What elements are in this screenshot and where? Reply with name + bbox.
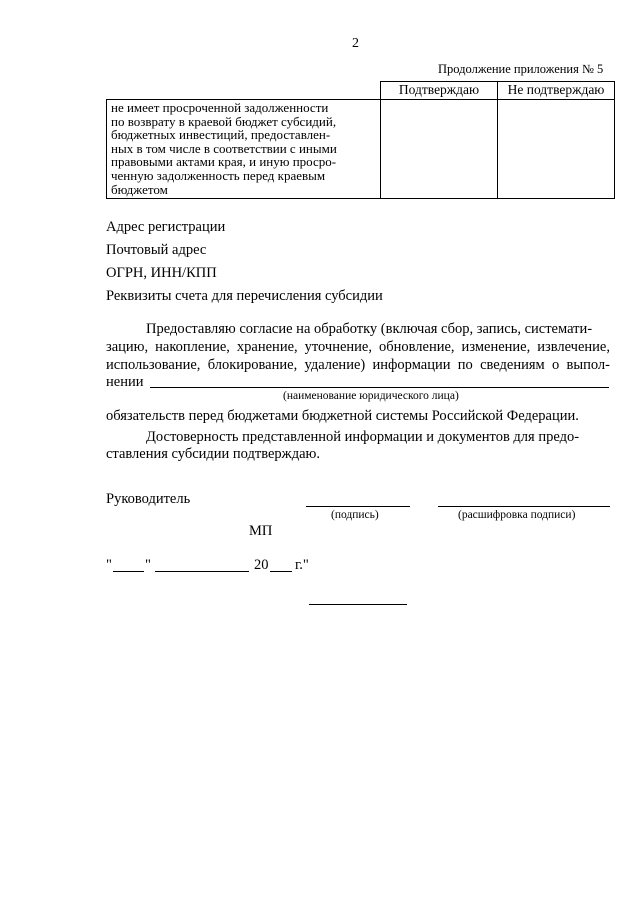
date-suffix: г." bbox=[295, 557, 309, 573]
end-divider bbox=[309, 604, 407, 605]
consent-continuation: обязательств перед бюджетами бюджетной системы Российской Федерации. bbox=[106, 408, 579, 424]
confirm-cell[interactable] bbox=[381, 100, 498, 199]
empty-header-cell bbox=[107, 82, 381, 100]
header-confirm: Подтверждаю bbox=[381, 82, 498, 100]
signature-field[interactable] bbox=[306, 506, 410, 507]
date-month-field[interactable] bbox=[155, 571, 249, 572]
ogrn-inn-kpp-label: ОГРН, ИНН/КПП bbox=[106, 265, 217, 281]
consent-line-1: Предоставляю согласие на обработку (включая сбор, запись, системати- bbox=[146, 321, 593, 337]
bank-details-label: Реквизиты счета для перечисления субсидии bbox=[106, 288, 383, 304]
stamp-label: МП bbox=[249, 523, 273, 539]
table-row bbox=[107, 100, 615, 199]
transcript-caption: (расшифровка подписи) bbox=[458, 509, 576, 521]
consent-line-3: использование, блокирование, удаление) информации по сведениям о выпол- bbox=[106, 357, 610, 373]
signature-transcript-field[interactable] bbox=[438, 506, 610, 507]
date-open-quote: " bbox=[106, 557, 112, 573]
condition-cell: не имеет просроченной задолженности по возврату в краевой бюджет субсидий, бюджетных инвестиций, предоставлен- ных в том числе в соответствии с иными правовыми актами края, и иную просро- ченную задолженность перед краевым бюджетом bbox=[107, 100, 381, 199]
registration-address-label: Адрес регистрации bbox=[106, 219, 226, 235]
reliability-line-1: Достоверность представленной информации и документов для предо- bbox=[146, 429, 580, 445]
date-year-field[interactable] bbox=[270, 571, 292, 572]
confirmation-table bbox=[106, 81, 615, 199]
date-year-prefix: 20 bbox=[254, 557, 269, 573]
signature-caption: (подпись) bbox=[331, 509, 379, 521]
head-label: Руководитель bbox=[106, 491, 191, 507]
date-day-field[interactable] bbox=[113, 571, 144, 572]
table-header-row bbox=[107, 82, 615, 100]
date-close-quote: " bbox=[145, 557, 151, 573]
reliability-line-2: ставления субсидии подтверждаю. bbox=[106, 446, 320, 462]
legal-entity-name-field[interactable] bbox=[150, 387, 609, 388]
not-confirm-cell[interactable] bbox=[498, 100, 615, 199]
postal-address-label: Почтовый адрес bbox=[106, 242, 207, 258]
appendix-note: Продолжение приложения № 5 bbox=[438, 62, 604, 76]
header-not-confirm: Не подтверждаю bbox=[498, 82, 615, 100]
consent-prefix: нении bbox=[106, 374, 144, 390]
page-number: 2 bbox=[352, 36, 359, 51]
legal-entity-caption: (наименование юридического лица) bbox=[283, 390, 459, 402]
consent-line-2: зацию, накопление, хранение, уточнение, обновление, изменение, извлечение, bbox=[106, 339, 610, 355]
